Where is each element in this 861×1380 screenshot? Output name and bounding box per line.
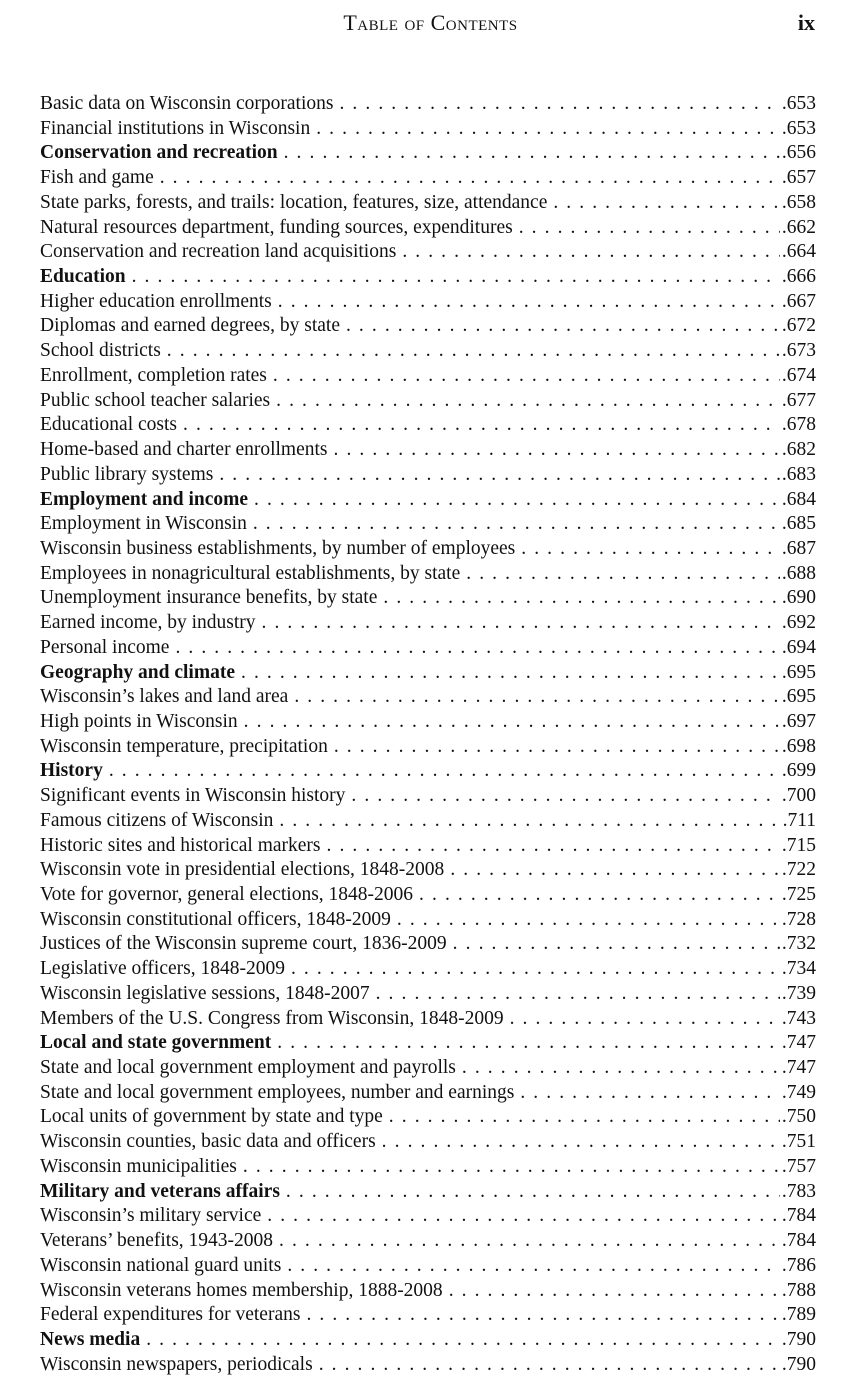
dot-leader [279,1229,780,1254]
dot-leader [334,735,780,760]
dot-leader [294,685,780,710]
dot-leader [284,141,780,166]
toc-entry-title: Local units of government by state and type [40,1106,383,1128]
toc-entry-page: .653 [781,117,816,139]
toc-entry[interactable] [40,735,816,760]
toc-section-heading[interactable] [40,488,816,513]
toc-entry-page: .750 [781,1106,816,1128]
toc-entry[interactable] [40,1007,816,1032]
toc-entry[interactable] [40,1303,816,1328]
toc-section-heading[interactable] [40,759,816,784]
dot-leader [276,389,780,414]
dot-leader [287,1254,780,1279]
toc-entry-title: Home-based and charter enrollments [40,439,328,461]
toc-entry-page: .678 [781,414,816,436]
toc-entry-title: Natural resources department, funding sources, expenditures [40,216,513,238]
toc-entry-title: History [40,760,103,782]
toc-section-heading[interactable] [40,661,816,686]
toc-entry-title: Enrollment, completion rates [40,364,267,386]
toc-entry-page: .684 [781,488,816,510]
dot-leader [327,834,780,859]
dot-leader [351,784,779,809]
dot-leader [520,1081,780,1106]
toc-entry[interactable] [40,710,816,735]
toc-entry-page: .728 [781,908,816,930]
toc-entry-title: Historic sites and historical markers [40,834,321,856]
toc-entry-page: .749 [781,1081,816,1103]
toc-list [40,92,816,1377]
toc-entry[interactable] [40,586,816,611]
dot-leader [453,932,780,957]
dot-leader [376,982,780,1007]
toc-entry[interactable] [40,240,816,265]
toc-entry-page: .790 [781,1353,816,1375]
toc-entry-title: Employment and income [40,488,249,510]
dot-leader [466,562,780,587]
toc-entry-page: .786 [781,1254,816,1276]
toc-entry[interactable] [40,537,816,562]
dot-leader [383,586,780,611]
toc-entry-title: Education [40,266,126,288]
toc-entry-title: Employees in nonagricultural establishments, by state [40,562,461,584]
toc-entry-title: Veterans’ benefits, 1943-2008 [40,1230,274,1252]
toc-entry-page: .690 [781,587,816,609]
toc-entry-page: .658 [781,191,816,213]
dot-leader [521,537,780,562]
toc-entry[interactable] [40,117,816,142]
toc-entry-title: High points in Wisconsin [40,710,238,732]
dot-leader [146,1328,780,1353]
toc-entry[interactable] [40,166,816,191]
toc-entry-page: .784 [781,1230,816,1252]
toc-entry-page: .715 [781,834,816,856]
toc-entry-title: Conservation and recreation land acquisitions [40,241,397,263]
dot-leader [346,314,780,339]
toc-entry-title: Financial institutions in Wisconsin [40,117,311,139]
toc-entry-title: Wisconsin’s military service [40,1205,262,1227]
dot-leader [316,117,780,142]
toc-entry-page: .653 [781,93,816,114]
toc-entry-page: .747 [781,1057,816,1079]
dot-leader [319,1353,780,1378]
toc-entry-page: .732 [781,933,816,955]
toc-entry-page: .688 [781,562,816,584]
dot-leader [160,166,780,191]
toc-entry-page: .667 [781,290,816,312]
toc-entry[interactable] [40,1105,816,1130]
toc-entry-title: Wisconsin temperature, precipitation [40,735,328,757]
toc-entry[interactable] [40,1155,816,1180]
toc-entry[interactable] [40,908,816,933]
toc-entry-page: .687 [781,537,816,559]
toc-section-heading[interactable] [40,141,816,166]
toc-entry-title: Wisconsin’s lakes and land area [40,686,289,708]
toc-entry-title: Diplomas and earned degrees, by state [40,315,340,337]
toc-entry-title: Famous citizens of Wisconsin [40,809,274,831]
toc-entry-page: .789 [781,1304,816,1326]
toc-entry-page: .664 [781,241,816,263]
toc-entry[interactable] [40,314,816,339]
toc-entry-title: Members of the U.S. Congress from Wisconsin, 1848-2009 [40,1007,504,1029]
toc-entry-page: .685 [781,513,816,535]
toc-section-heading[interactable] [40,1180,816,1205]
dot-leader [278,290,780,315]
toc-entry[interactable] [40,92,816,117]
toc-entry-title: Earned income, by industry [40,612,256,634]
toc-entry-page: .725 [781,884,816,905]
toc-entry-page: .751 [781,1131,816,1153]
toc-entry-title: Wisconsin veterans homes membership, 1888-2008 [40,1279,443,1301]
dot-leader [244,710,780,735]
toc-entry-title: Wisconsin legislative sessions, 1848-2007 [40,982,370,1004]
toc-section-heading[interactable] [40,1328,816,1353]
toc-entry-page: .743 [781,1007,816,1029]
toc-entry-page: .674 [781,364,816,386]
toc-entry[interactable] [40,611,816,636]
dot-leader [167,339,780,364]
toc-entry[interactable] [40,1353,816,1378]
toc-entry[interactable] [40,463,816,488]
toc-entry-page: .788 [781,1279,816,1301]
dot-leader [553,191,780,216]
toc-entry-page: .734 [781,958,816,980]
dot-leader [267,1204,780,1229]
dot-leader [419,883,780,908]
toc-entry[interactable] [40,834,816,859]
dot-leader [254,488,780,513]
toc-entry[interactable] [40,413,816,438]
toc-entry-page: .677 [781,389,816,411]
toc-section-heading[interactable] [40,1031,816,1056]
toc-entry-title: School districts [40,340,161,362]
toc-entry-title: Wisconsin vote in presidential elections, 1848-2008 [40,859,445,881]
toc-entry-page: .666 [781,266,816,288]
toc-entry[interactable] [40,191,816,216]
toc-entry-title: Wisconsin business establishments, by number of employees [40,537,516,559]
dot-leader [339,92,779,117]
toc-entry-title: Wisconsin newspapers, periodicals [40,1353,313,1375]
toc-entry[interactable] [40,1130,816,1155]
toc-entry[interactable] [40,883,816,908]
toc-entry-page: .757 [781,1155,816,1177]
toc-entry-title: Conservation and recreation [40,142,278,164]
toc-entry-page: .672 [781,315,816,337]
toc-entry[interactable] [40,957,816,982]
toc-entry-page: .695 [781,686,816,708]
toc-entry-page: .699 [781,760,816,782]
toc-entry-page: .739 [781,982,816,1004]
toc-entry-title: Local and state government [40,1032,272,1054]
dot-leader [306,1303,779,1328]
dot-leader [286,1180,780,1205]
toc-entry-page: .656 [781,142,816,164]
toc-entry-page: .697 [781,710,816,732]
toc-entry[interactable] [40,1056,816,1081]
dot-leader [450,858,780,883]
dot-leader [397,908,780,933]
page-title: Table of Contents [343,10,518,35]
toc-entry[interactable] [40,1254,816,1279]
toc-entry-title: Military and veterans affairs [40,1180,280,1202]
toc-entry-page: .698 [781,735,816,757]
toc-entry-title: Legislative officers, 1848-2009 [40,958,285,980]
dot-leader [449,1279,780,1304]
toc-entry-page: .722 [781,859,816,881]
toc-entry-title: Basic data on Wisconsin corporations [40,93,334,114]
toc-entry[interactable] [40,1081,816,1106]
dot-leader [183,413,780,438]
dot-leader [262,611,780,636]
toc-entry[interactable] [40,809,816,834]
toc-entry-page: .657 [781,167,816,189]
toc-entry-title: Unemployment insurance benefits, by state [40,587,378,609]
dot-leader [510,1007,780,1032]
toc-entry-page: .683 [781,463,816,485]
toc-entry[interactable] [40,339,816,364]
toc-entry-page: .662 [781,216,816,238]
toc-entry-title: Public library systems [40,463,214,485]
toc-entry[interactable] [40,1279,816,1304]
dot-leader [241,661,780,686]
toc-entry-page: .692 [781,612,816,634]
dot-leader [519,216,780,241]
page-number: ix [797,10,815,35]
toc-entry-title: News media [40,1328,141,1350]
toc-entry-title: Higher education enrollments [40,290,272,312]
toc-entry[interactable] [40,858,816,883]
dot-leader [334,438,780,463]
toc-entry-title: Geography and climate [40,661,235,683]
toc-entry-page: .711 [782,809,816,831]
toc-entry-page: .700 [781,785,816,807]
toc-entry-title: Employment in Wisconsin [40,513,247,535]
dot-leader [253,512,780,537]
toc-entry-page: .695 [781,661,816,683]
toc-entry-title: Public school teacher salaries [40,389,271,411]
toc-entry-title: Wisconsin national guard units [40,1254,282,1276]
toc-entry-title: State and local government employees, number and earnings [40,1081,515,1103]
dot-leader [273,364,780,389]
dot-leader [291,957,780,982]
dot-leader [277,1031,780,1056]
toc-section-heading[interactable] [40,265,816,290]
dot-leader [389,1105,780,1130]
toc-entry-page: .673 [781,340,816,362]
dot-leader [132,265,780,290]
toc-entry-title: Significant events in Wisconsin history [40,785,346,807]
toc-entry-title: Wisconsin counties, basic data and officers [40,1131,376,1153]
toc-entry-title: Vote for governor, general elections, 1848-2006 [40,884,414,905]
toc-entry[interactable] [40,438,816,463]
toc-entry[interactable] [40,636,816,661]
toc-entry-title: Wisconsin municipalities [40,1155,237,1177]
toc-entry-title: Wisconsin constitutional officers, 1848-2009 [40,908,391,930]
toc-entry[interactable] [40,685,816,710]
dot-leader [175,636,779,661]
page-header [0,8,861,38]
toc-entry-page: .747 [781,1032,816,1054]
toc-entry-page: .682 [781,439,816,461]
toc-entry-title: Educational costs [40,414,178,436]
toc-entry[interactable] [40,216,816,241]
dot-leader [219,463,780,488]
toc-entry-page: .694 [781,636,816,658]
toc-entry[interactable] [40,1204,816,1229]
toc-entry[interactable] [40,562,816,587]
toc-entry-title: Federal expenditures for veterans [40,1304,301,1326]
toc-entry[interactable] [40,389,816,414]
toc-entry[interactable] [40,784,816,809]
dot-leader [462,1056,780,1081]
dot-leader [109,759,780,784]
dot-leader [382,1130,780,1155]
toc-entry[interactable] [40,290,816,315]
toc-entry-title: Fish and game [40,167,154,189]
toc-entry-page: .783 [781,1180,816,1202]
toc-entry[interactable] [40,364,816,389]
toc-entry-page: .784 [781,1205,816,1227]
toc-entry-title: Justices of the Wisconsin supreme court, 1836-2009 [40,933,447,955]
toc-entry[interactable] [40,932,816,957]
dot-leader [402,240,780,265]
toc-entry[interactable] [40,982,816,1007]
toc-entry[interactable] [40,512,816,537]
toc-entry[interactable] [40,1229,816,1254]
toc-entry-page: .790 [781,1328,816,1350]
toc-entry-title: State parks, forests, and trails: location, features, size, attendance [40,191,548,213]
dot-leader [279,809,780,834]
dot-leader [243,1155,780,1180]
toc-entry-title: State and local government employment and payrolls [40,1057,456,1079]
toc-entry-title: Personal income [40,636,170,658]
